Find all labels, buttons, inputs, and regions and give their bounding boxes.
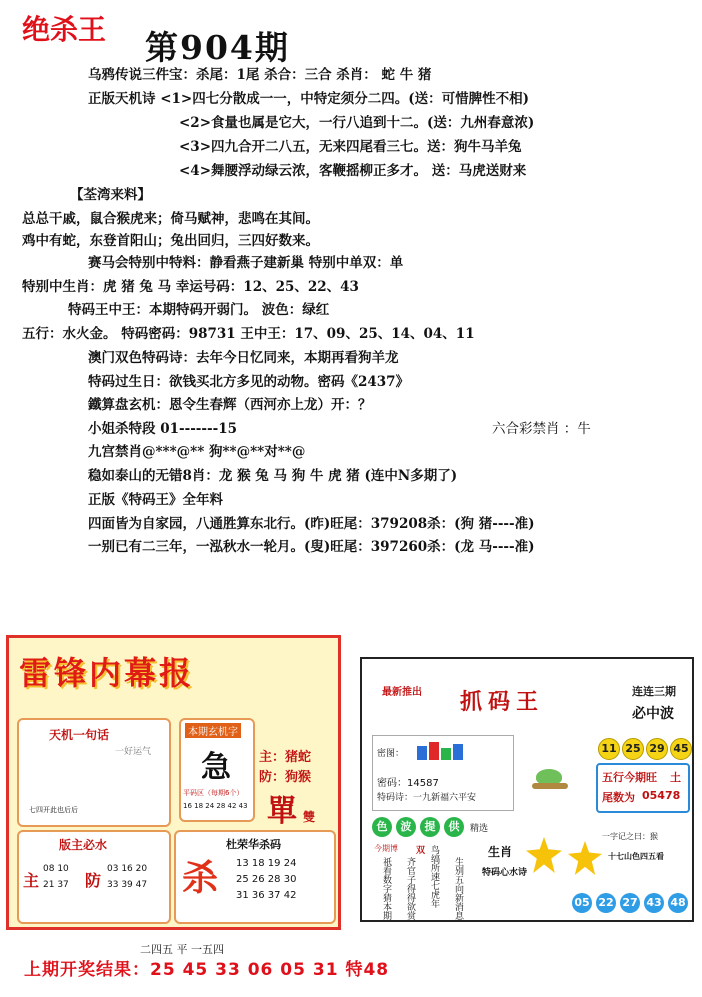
poem-col: 齐官子得得欲赏 <box>405 857 415 920</box>
line-8xiao: 稳如泰山的无错8肖：龙 猴 兔 马 狗 牛 虎 猪 (连中N多期了) <box>88 468 458 484</box>
result-ball: 27 <box>620 893 640 913</box>
line-wuxing: 五行：水火金。 特码密码：98731 王中王：17、09、25、14、04、11 <box>22 326 475 342</box>
wuxing-label: 五行今期旺 <box>602 771 657 784</box>
poem-col: 生别五向新消息 <box>453 857 463 920</box>
sha-row-3: 31 36 37 42 <box>236 890 297 901</box>
line-jinxiao: 六合彩禁肖 ：牛 <box>492 421 591 437</box>
line-birthday: 特码过生日：欲钱买北方多见的动物。密码《2437》 <box>88 374 410 390</box>
weishu-label: 尾数为 <box>602 791 635 804</box>
banzhu-box <box>17 830 171 924</box>
line-temawang: 特码王中王：本期特码开弱门。 波色：绿红 <box>68 302 330 318</box>
sha-ma-box <box>174 830 336 924</box>
result-ball: 05 <box>572 893 592 913</box>
banzhu-fang-row2: 33 39 47 <box>107 880 148 890</box>
banzhu-title: 版主必水 <box>59 838 108 852</box>
sha-char: 杀 <box>182 858 219 899</box>
result-ball: 43 <box>644 893 664 913</box>
star-icon <box>568 841 602 875</box>
result-ball: 48 <box>668 893 688 913</box>
pingma-label: 平码区（每期6个） <box>183 789 244 797</box>
hint-text: 十七山色四五看 <box>608 852 664 861</box>
sebo-tab: 供 <box>444 817 464 837</box>
wuxing-value: 土 <box>670 771 681 784</box>
bottom-hint: 二四五 平 一五四 <box>140 943 224 956</box>
line-quannianliao: 正版《特码王》全年料 <box>88 492 223 508</box>
banzhu-fang-label: 防 <box>85 871 102 890</box>
section-heading-quanwan: 【荃湾来料】 <box>70 187 151 203</box>
line-saimahui: 赛马会特别中特料：静看燕子建新巢 特别中单双：单 <box>88 255 404 271</box>
line-suanpan: 鐵算盘玄机：恩令生春辉（西河亦上龙）开：？ <box>88 397 372 413</box>
line-poem-1: 正版天机诗 <1>四七分散成一一，中特定须分二四。(送：可惜脾性不相) <box>88 91 529 107</box>
sha-ma-title: 杜荣华杀码 <box>226 838 281 851</box>
sebo-tab: 色 <box>372 817 392 837</box>
mitu-image <box>417 742 467 764</box>
new-label: 最新推出 <box>382 687 422 698</box>
issue-number: 第904期 <box>145 28 290 67</box>
bizhong-label: 必中波 <box>632 706 674 722</box>
banzhu-fang-row1: 03 16 20 <box>107 864 148 874</box>
line-quanwan-1: 总总干戚，鼠合猴虎来；倚马赋神，悲鸣在其间。 <box>22 211 319 227</box>
sebo-tab: 波 <box>396 817 416 837</box>
dan-char: 單 <box>267 794 297 829</box>
line-poem-4: <4>舞腰浮动绿云浓，客鞭摇柳正多才。 送：马虎送财来 <box>179 163 527 179</box>
sebo-tab: 提 <box>420 817 440 837</box>
mima-text: 密码：14587 <box>377 778 439 789</box>
tianji-sub: 一好运气 <box>115 747 152 757</box>
sha-row-2: 25 26 28 30 <box>236 874 297 885</box>
fang-text: 防：狗猴 <box>259 770 312 785</box>
jinqi-value: 双 <box>416 846 426 856</box>
shuang-char: 雙 <box>303 810 316 824</box>
weishu-value: 05478 <box>642 789 681 802</box>
bizhong-ball: 45 <box>670 738 692 760</box>
streak-label: 连连三期 <box>632 685 676 698</box>
pingma-nums: 16 18 24 28 42 43 <box>183 802 248 810</box>
mima-box <box>372 735 514 811</box>
bizhong-ball: 25 <box>622 738 644 760</box>
line-quanwan-2: 鸡中有蛇，东登首阳山；兔出回归，三四好数来。 <box>22 233 319 249</box>
line-poem-2: <2>食量也属是它大，一行八追到十二。(送：九州春意浓) <box>179 115 535 131</box>
sha-row-1: 13 18 19 24 <box>236 858 297 869</box>
shengxiao-label: 生肖 <box>488 845 513 859</box>
banzhu-zhu-row2: 21 37 <box>43 880 69 890</box>
mitu-label: 密图： <box>377 749 405 759</box>
bizhong-ball: 11 <box>598 738 620 760</box>
sebo-extra: 精选 <box>470 824 489 834</box>
zhu-text: 主：猪蛇 <box>259 750 312 765</box>
poem-text: 特码诗：一九新福六平安 <box>377 793 477 803</box>
sebo-tabs <box>372 817 512 835</box>
banzhu-zhu-row1: 08 10 <box>43 864 69 874</box>
last-result: 上期开奖结果：25 45 33 06 05 31 特48 <box>24 960 390 980</box>
wuxing-box <box>596 763 690 813</box>
line-jiugong: 九宫禁肖@***@** 狗**@**对**@ <box>88 444 306 460</box>
yizi-text: 一字记之曰：猴 <box>602 832 658 841</box>
line-poem-3: <3>四九合开二八五，无来四尾看三七。送：狗牛马羊兔 <box>179 139 522 155</box>
xuanji-char: 急 <box>201 750 231 785</box>
zhuamawang-title: 抓码王 <box>460 690 545 715</box>
xuanji-box <box>179 718 255 822</box>
jinqi-label: 今期博 <box>374 844 398 853</box>
tianji-title: 天机一句话 <box>49 728 110 742</box>
brand-title: 绝杀王 <box>22 13 107 46</box>
banzhu-zhu-label: 主 <box>23 871 40 890</box>
tianji-foot: 七四开此也后后 <box>29 806 78 814</box>
line-wangwei-2: 一别已有二三年，一泓秋水一轮月。(叟)旺尾：397260杀：(龙 马----准) <box>88 539 535 555</box>
line-shengxiao: 特别中生肖：虎 猪 兔 马 幸运号码：12、25、22、43 <box>22 279 359 295</box>
leifeng-poster <box>6 635 341 930</box>
star-icon <box>526 837 562 873</box>
frog-illustration <box>514 749 584 799</box>
bizhong-ball: 29 <box>646 738 668 760</box>
tianji-box <box>17 718 171 827</box>
line-macau-poem: 澳门双色特码诗：去年今日忆同来，本期再看狗羊龙 <box>88 350 399 366</box>
xuanji-title: 本期玄机字 <box>185 723 241 738</box>
poem-col: 祇看数字猜本期 <box>381 857 391 920</box>
zhuamawang-poster <box>360 657 694 922</box>
poem-col: 鸟缟所速七虎年 <box>429 845 439 908</box>
poster-title: 雷锋内幕报 <box>19 654 195 692</box>
line-sanjianbao: 乌鸦传说三件宝：杀尾：1尾 杀合：三合 杀肖： 蛇 牛 猪 <box>88 67 432 83</box>
line-wangwei-1: 四面皆为自家园，八通胜算东北行。(昨)旺尾：379208杀：(狗 猪----准) <box>88 516 535 532</box>
shengxiao-sub: 特码心水诗 <box>482 868 528 878</box>
result-ball: 22 <box>596 893 616 913</box>
line-xiaojie: 小姐杀特段 01-------15 <box>88 421 237 437</box>
